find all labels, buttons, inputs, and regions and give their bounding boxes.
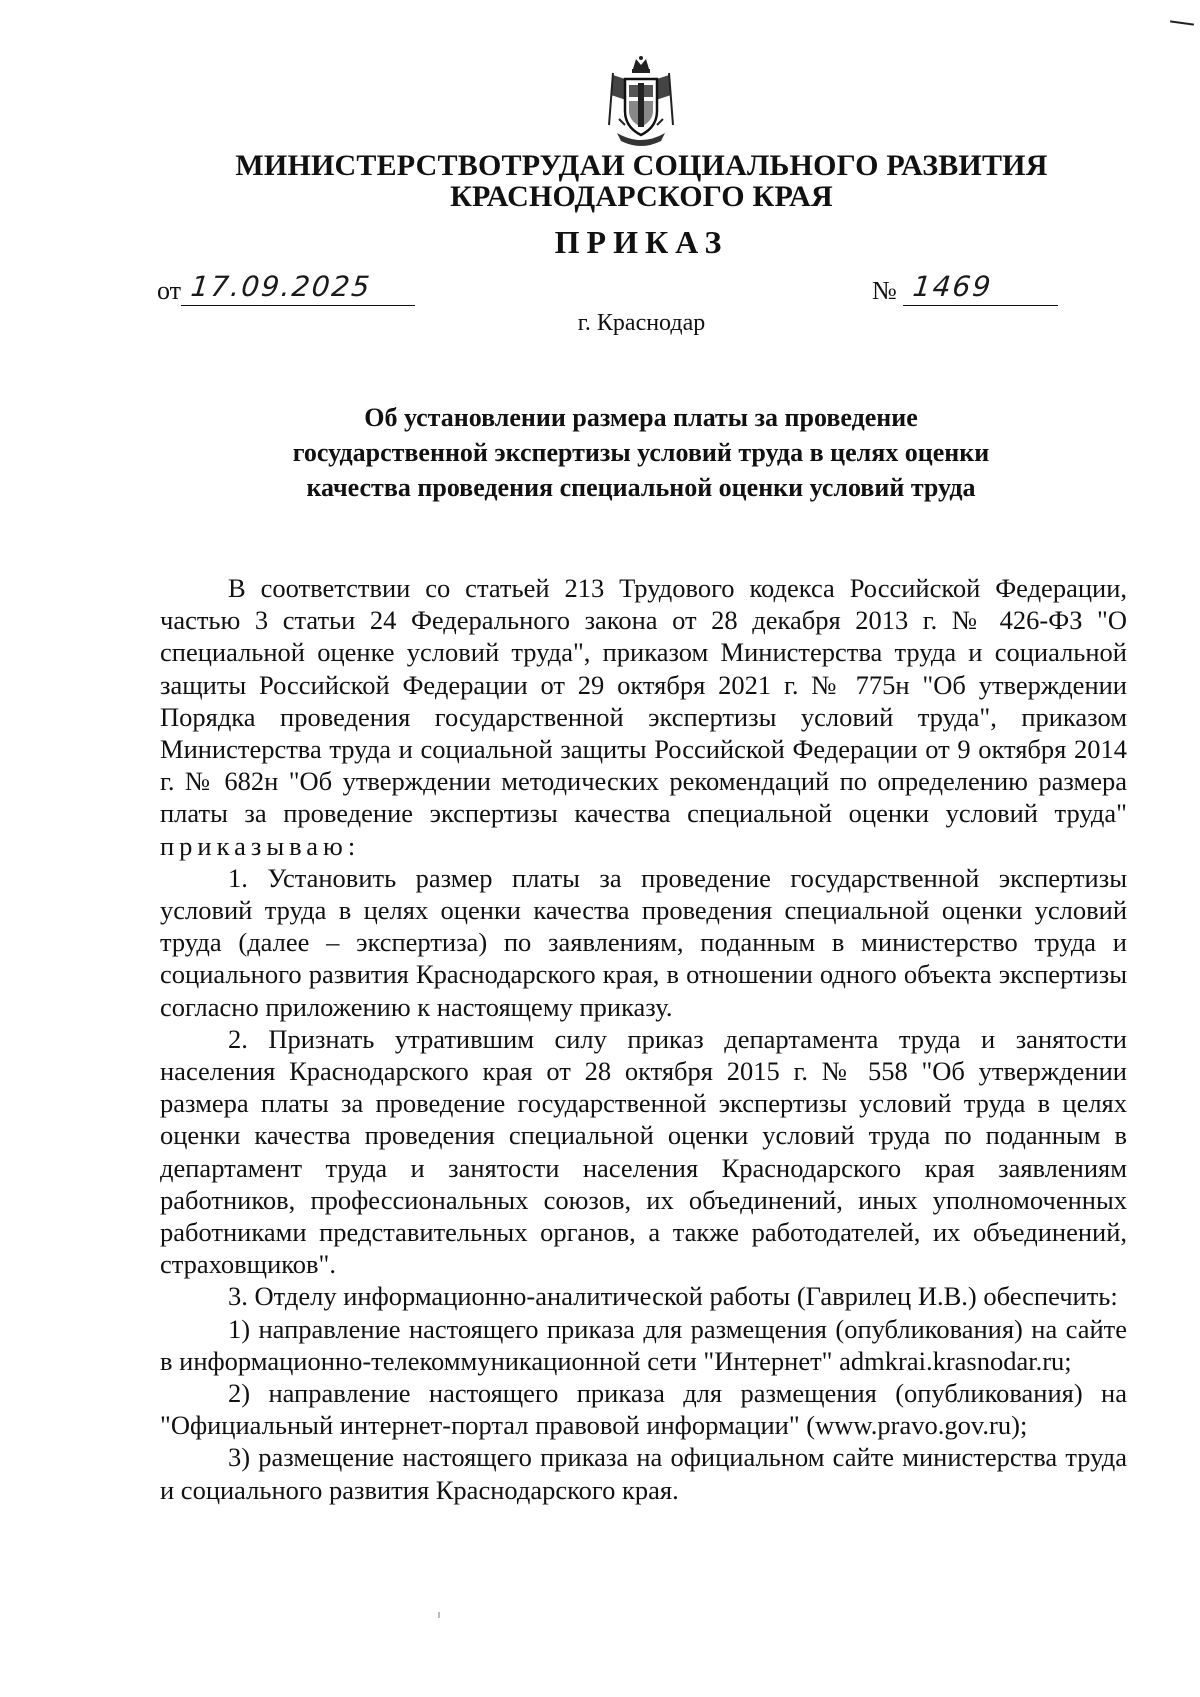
- handwritten-date: 17.09.2025: [189, 270, 374, 303]
- subject-line1: Об установлении размера платы за проведение: [364, 403, 918, 432]
- ministry-name-line1: МИНИСТЕРСТВОТРУДАИ СОЦИАЛЬНОГО РАЗВИТИЯ: [235, 149, 1048, 182]
- date-underline: [181, 270, 415, 306]
- ministry-name: [0, 150, 1200, 212]
- handwritten-number: 1469: [911, 270, 994, 303]
- item-1-paragraph: 1. Установить размер платы за проведение государственной экспертизы условий труда в целях оценки качества проведения специальной оценки условий труда (далее – экспертиза) по заявлениям, поданным в министерство труда и социального развития Краснодарского края, в отношении одного объекта экспертизы согласно приложению к настоящему приказу.: [160, 862, 1127, 1022]
- city-name: г. Краснодар: [577, 310, 706, 336]
- coat-of-arms-emblem: [603, 55, 679, 151]
- number-underline: [903, 270, 1058, 306]
- subject-line3: качества проведения специальной оценки условий труда: [306, 473, 976, 502]
- number-field: [872, 270, 1058, 306]
- date-prefix: от: [157, 276, 182, 305]
- preamble-text: В соответствии со статьей 213 Трудового кодекса Российской Федерации, частью 3 статьи 24 Федерального закона от 28 декабря 2013 г. № 426-ФЗ "О специальной оценке условий труда", приказом Министерства труда и социальной защиты Российской Федерации от 29 октября 2021 г. № 775н "Об утверждении Порядка проведения государственной экспертизы условий труда", приказом Министерства труда и социальной защиты Российской Федерации от 9 октября 2014 г. № 682н "Об утверждении методических рекомендаций по определению размера платы за проведение экспертизы качества специальной оценки условий труда": [160, 573, 1127, 829]
- order-word: приказываю:: [160, 830, 361, 861]
- item-2-paragraph: 2. Признать утратившим силу приказ департамента труда и занятости населения Краснодарского края от 28 октября 2015 г. № 558 "Об утверждении размера платы за проведение государственной экспертизы условий труда в целях оценки качества проведения специальной оценки условий труда по поданным в департамент труда и занятости населения Краснодарского края заявлениям работников, профессиональных союзов, их объединений, иных уполномоченных работниками представительных органов, а также работодателей, их объединений, страховщиков".: [160, 1023, 1127, 1280]
- date-field: [157, 270, 415, 306]
- item-3-paragraph: 3. Отделу информационно-аналитической работы (Гаврилец И.В.) обеспечить:: [228, 1281, 1118, 1312]
- ministry-name-line2: КРАСНОДАРСКОГО КРАЯ: [450, 180, 833, 213]
- order-subject: [160, 400, 1122, 505]
- scan-artifact-dot: [438, 1612, 440, 1618]
- subject-line2: государственной экспертизы условий труда в целях оценки: [292, 438, 990, 467]
- document-type-title: ПРИКАЗ: [554, 224, 729, 260]
- item-3-1-paragraph: 1) направление настоящего приказа для размещения (опубликования) на сайте в информационно-телекоммуникационной сети "Интернет" admkrai.krasnodar.ru;: [160, 1313, 1127, 1376]
- preamble-paragraph: [160, 572, 1127, 862]
- scan-artifact-mark: [1170, 20, 1194, 25]
- item-3-3-paragraph: 3) размещение настоящего приказа на официальном сайте министерства труда и социального развития Краснодарского края.: [160, 1442, 1127, 1505]
- order-body: [160, 572, 1127, 1506]
- item-3-2-paragraph: 2) направление настоящего приказа для размещения (опубликования) на "Официальный интернет-портал правовой информации" (www.pravo.gov.ru);: [160, 1378, 1127, 1441]
- number-prefix: №: [872, 276, 897, 305]
